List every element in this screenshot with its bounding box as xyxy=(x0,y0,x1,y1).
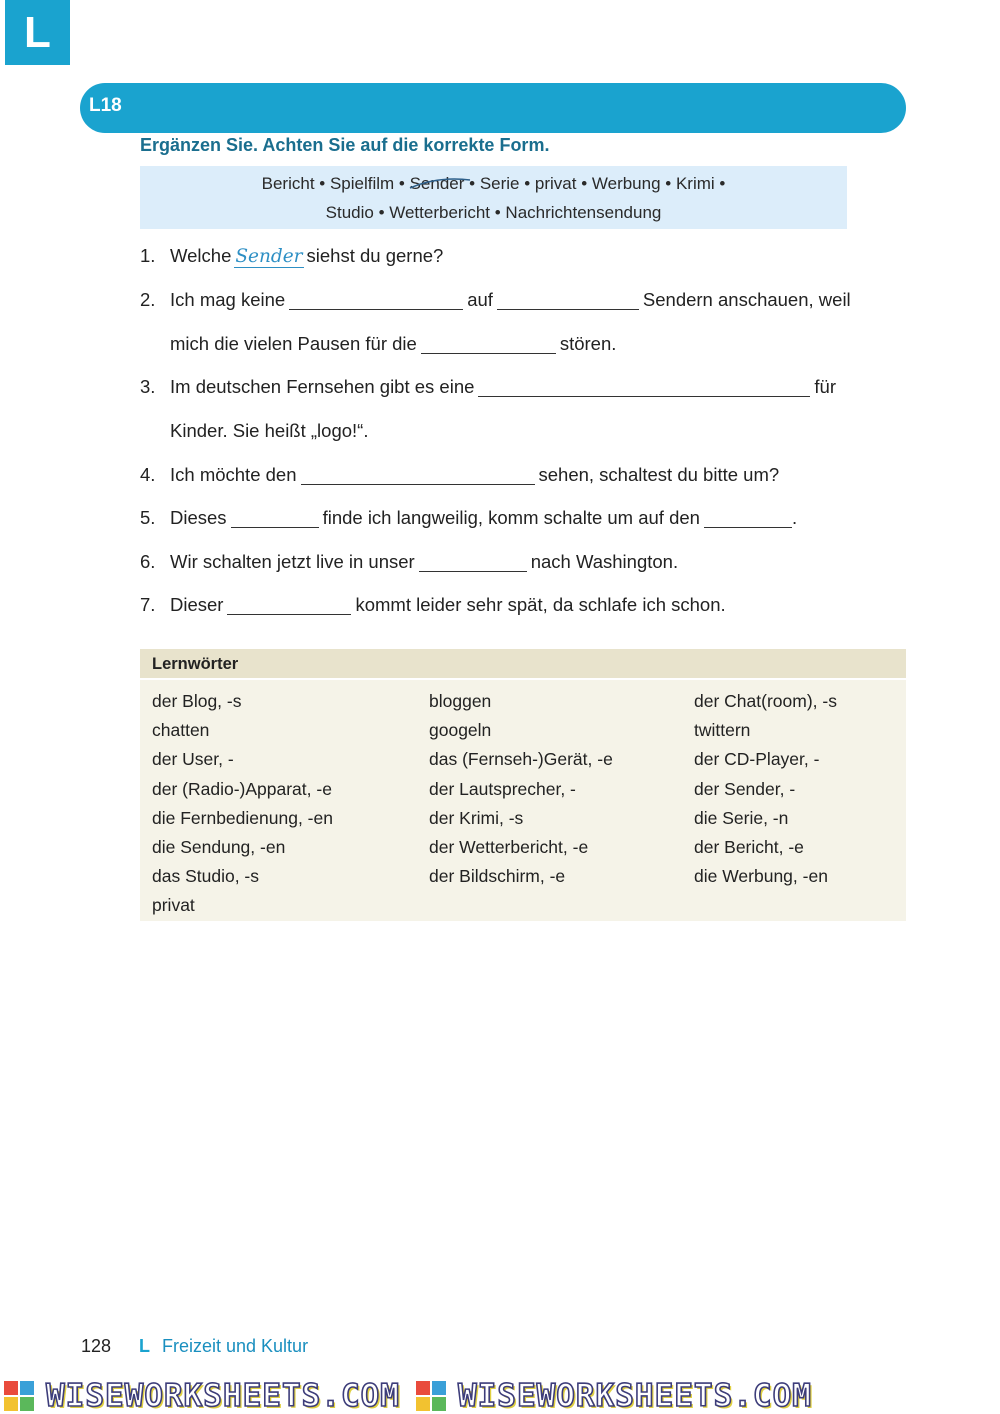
vocab-item: googeln xyxy=(429,720,492,741)
blank-input[interactable] xyxy=(301,466,535,485)
exercise-2: 2. Ich mag keine auf Sendern anschauen, weil xyxy=(140,289,851,310)
blank-input[interactable] xyxy=(478,378,810,397)
lesson-banner xyxy=(80,83,906,133)
struck-word: Sender xyxy=(410,174,465,194)
word-box-line-2: Studio • Wetterbericht • Nachrichtensendung xyxy=(325,203,662,222)
exercise-3: 3. Im deutschen Fernsehen gibt es eine für xyxy=(140,376,837,397)
vocab-item: der (Radio-)Apparat, -e xyxy=(152,778,332,799)
watermark-text: WISEWORKSHEETS.COM xyxy=(457,1377,812,1414)
word-box-line-1: Bericht • Spielfilm • Sender • Serie • privat • Werbung • Krimi • xyxy=(261,174,726,193)
vocab-item: der Bildschirm, -e xyxy=(429,866,566,887)
watermark-logo-icon xyxy=(416,1381,446,1411)
blank-input[interactable] xyxy=(497,291,639,310)
chapter-letter: L xyxy=(24,7,51,57)
exercise-5: 5. Dieses finde ich langweilig, komm schalte um auf den . xyxy=(140,507,798,528)
exercise-4: 4. Ich möchte den sehen, schaltest du bitte um? xyxy=(140,464,780,485)
vocab-item: die Sendung, -en xyxy=(152,837,286,858)
exercise-2-continued: mich die vielen Pausen für die stören. xyxy=(170,333,617,354)
vocab-item: der User, - xyxy=(152,749,234,770)
blank-input[interactable] xyxy=(289,291,463,310)
vocab-item: der Krimi, -s xyxy=(429,807,524,828)
vocab-item: die Serie, -n xyxy=(694,807,789,828)
answer-sender: Sender xyxy=(235,246,303,267)
lernwoerter-list xyxy=(140,680,906,921)
page-number: 128 xyxy=(81,1336,112,1356)
vocab-item: der Blog, -s xyxy=(152,691,242,711)
blank-input[interactable] xyxy=(704,509,792,528)
vocab-column-3 xyxy=(694,687,837,891)
exercise-7: 7. Dieser kommt leider sehr spät, da schlafe ich schon. xyxy=(140,594,726,615)
strike-mark xyxy=(408,176,472,192)
vocab-item: der Lautsprecher, - xyxy=(429,778,576,799)
blank-input[interactable] xyxy=(421,335,556,354)
vocab-item: der Sender, - xyxy=(694,778,796,799)
blank-input[interactable] xyxy=(227,596,351,615)
vocab-item: bloggen xyxy=(429,691,492,711)
word-box xyxy=(140,166,847,229)
vocab-item: das Studio, -s xyxy=(152,866,259,887)
vocab-item: der Wetterbericht, -e xyxy=(429,837,589,858)
exercise-instruction: Ergänzen Sie. Achten Sie auf die korrekte Form. xyxy=(140,135,550,155)
lesson-label: L18 xyxy=(89,95,122,116)
vocab-item: der Chat(room), -s xyxy=(694,691,837,711)
vocab-column-2 xyxy=(429,687,613,891)
vocab-item: privat xyxy=(152,895,195,916)
vocab-item: der CD-Player, - xyxy=(694,749,820,770)
lernwoerter-header xyxy=(140,649,906,678)
chapter-tab xyxy=(5,0,70,65)
watermark-logo-icon xyxy=(4,1381,34,1411)
footer-chapter-letter: L xyxy=(139,1336,150,1356)
exercise-6: 6. Wir schalten jetzt live in unser nach Washington. xyxy=(140,551,679,572)
watermark xyxy=(0,1378,1000,1413)
footer-chapter-title: Freizeit und Kultur xyxy=(162,1336,309,1356)
blank-input[interactable] xyxy=(231,509,319,528)
lernwoerter-title: Lernwörter xyxy=(152,655,239,673)
vocab-item: twittern xyxy=(694,720,751,741)
vocab-item: die Fernbedienung, -en xyxy=(152,807,333,828)
exercise-1: 1. Welche Sender siehst du gerne? xyxy=(140,245,444,267)
vocab-item: der Bericht, -e xyxy=(694,837,804,858)
blank-input[interactable] xyxy=(419,553,527,572)
vocab-item: das (Fernseh-)Gerät, -e xyxy=(429,749,613,770)
exercise-3-continued: Kinder. Sie heißt „logo!“. xyxy=(170,420,369,441)
vocab-item: die Werbung, -en xyxy=(694,866,828,887)
watermark-text: WISEWORKSHEETS.COM xyxy=(46,1377,400,1414)
vocab-item: chatten xyxy=(152,720,210,741)
vocab-column-1 xyxy=(152,687,333,921)
